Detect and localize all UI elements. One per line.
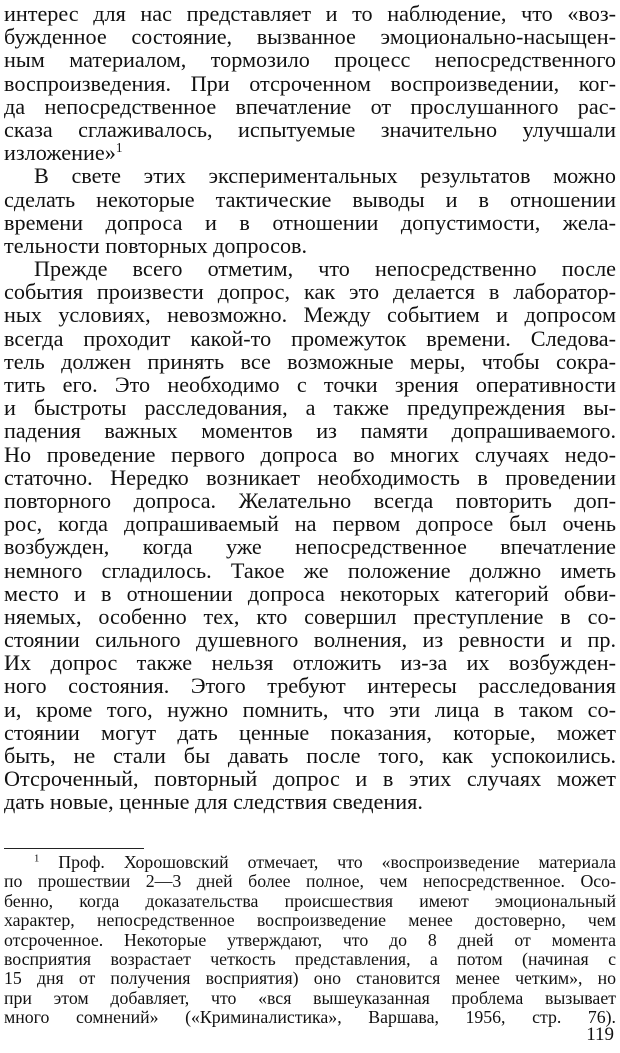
text-line: ным материалом, тормозило процесс непосредственного <box>4 47 616 73</box>
paragraph <box>4 2 616 164</box>
text-line <box>4 141 616 164</box>
text-line: Отсроченный, повторный допрос и в этих случаях может <box>4 766 616 792</box>
text-line: Прежде всего отметим, что непосредственно после <box>34 256 616 282</box>
text-line: тельности повторных допросов. <box>4 232 308 258</box>
footnote-line: при этом добавляет, что «вся вышеуказанная проблема вызывает <box>4 987 616 1008</box>
text-line: рос, когда допрашиваемый на первом допросе был очень <box>4 511 616 537</box>
text-line: быть, не стали бы давать после того, как успокоились. <box>4 743 616 768</box>
text-line: сделать некоторые тактические выводы и в отношении <box>4 186 616 212</box>
text-line: ного состояния. Этого требуют интересы расследования <box>4 673 616 699</box>
text-line: времени допроса и в отношении допустимости, жела- <box>4 209 616 235</box>
text-line: В свете этих экспериментальных результатов можно <box>34 163 616 189</box>
footnote-line: много сомнений» («Криминалистика», Варшава, 1956, стр. 76). <box>4 1007 616 1028</box>
footnote-divider <box>4 848 144 849</box>
main-text <box>4 2 616 814</box>
footnote-line: характер, непосредственное воспроизведение менее достоверно, чем <box>4 910 616 931</box>
paragraph <box>4 164 616 257</box>
text-fragment: изложение» <box>4 140 116 166</box>
text-line: статочно. Нередко возникает необходимость в проведении <box>4 464 616 490</box>
footnote-mark: 1 <box>34 852 40 865</box>
text-line: Их допрос также нельзя отложить из-за их возбужден- <box>4 650 616 676</box>
footnote-line <box>4 853 616 872</box>
footnote-reference: 1 <box>115 140 123 156</box>
text-line: дать новые, ценные для следствия сведения. <box>4 789 423 815</box>
text-line: ных условиях, невозможно. Между событием и допросом <box>4 302 616 328</box>
footnote-line: отсроченное. Некоторые утверждают, что до 8 дней от момента <box>4 929 616 950</box>
text-line: всегда проходит какой-то промежуток времени. Следова- <box>4 325 616 351</box>
text-line: да непосредственное впечатление от прослушанного рас- <box>4 93 616 119</box>
text-line: возбужден, когда уже непосредственное впечатление <box>4 534 616 560</box>
footnote-line: восприятия возрастает четкость представления, а потом (начиная с <box>4 948 616 969</box>
footnote <box>4 853 616 1028</box>
text-fragment: Проф. Хорошовский отмечает, что «воспроизведение материала <box>58 852 616 872</box>
text-line: интерес для нас представляет и то наблюдение, что «воз- <box>4 1 616 26</box>
footnote-line: 15 дня от получения восприятия) оно становится менее четким», но <box>4 968 616 989</box>
text-line: повторного допроса. Желательно всегда повторить доп- <box>4 487 616 513</box>
text-line: немного сгладилось. Такое же положение должно иметь <box>4 557 616 583</box>
text-line: и, кроме того, нужно помнить, что эти лица в таком со- <box>4 696 616 722</box>
text-line: сказа сглаживалось, испытуемые значительно улучшали <box>4 116 616 142</box>
text-line: няемых, особенно тех, кто совершил преступление в со- <box>4 603 616 629</box>
text-line: падения важных моментов из памяти допрашиваемого. <box>4 418 616 444</box>
footnote-line: бенно, когда доказательства происшествия имеют эмоциональный <box>4 890 616 911</box>
text-line: место и в отношении допроса некоторых категорий обви- <box>4 580 616 606</box>
text-line: воспроизведения. При отсроченном воспроизведении, ког- <box>4 70 616 96</box>
text-line: и быстроты расследования, а также предупреждения вы- <box>4 395 616 421</box>
text-line: Но проведение первого допроса во многих случаях недо- <box>4 441 616 467</box>
page-number: 119 <box>586 1024 614 1045</box>
text-line: стоянии сильного душевного волнения, из ревности и пр. <box>4 627 616 653</box>
text-line: стоянии могут дать ценные показания, которые, может <box>4 719 616 745</box>
text-line: события произвести допрос, как это делается в лаборатор- <box>4 279 616 305</box>
paragraph <box>4 257 616 814</box>
text-line: тить его. Это необходимо с точки зрения оперативности <box>4 372 616 397</box>
text-line: тель должен принять все возможные меры, чтобы сокра- <box>4 348 616 374</box>
text-line: бужденное состояние, вызванное эмоционально-насыщен- <box>4 24 616 50</box>
footnote-line: по прошествии 2—3 дней более полное, чем непосредственное. Осо- <box>4 871 616 892</box>
